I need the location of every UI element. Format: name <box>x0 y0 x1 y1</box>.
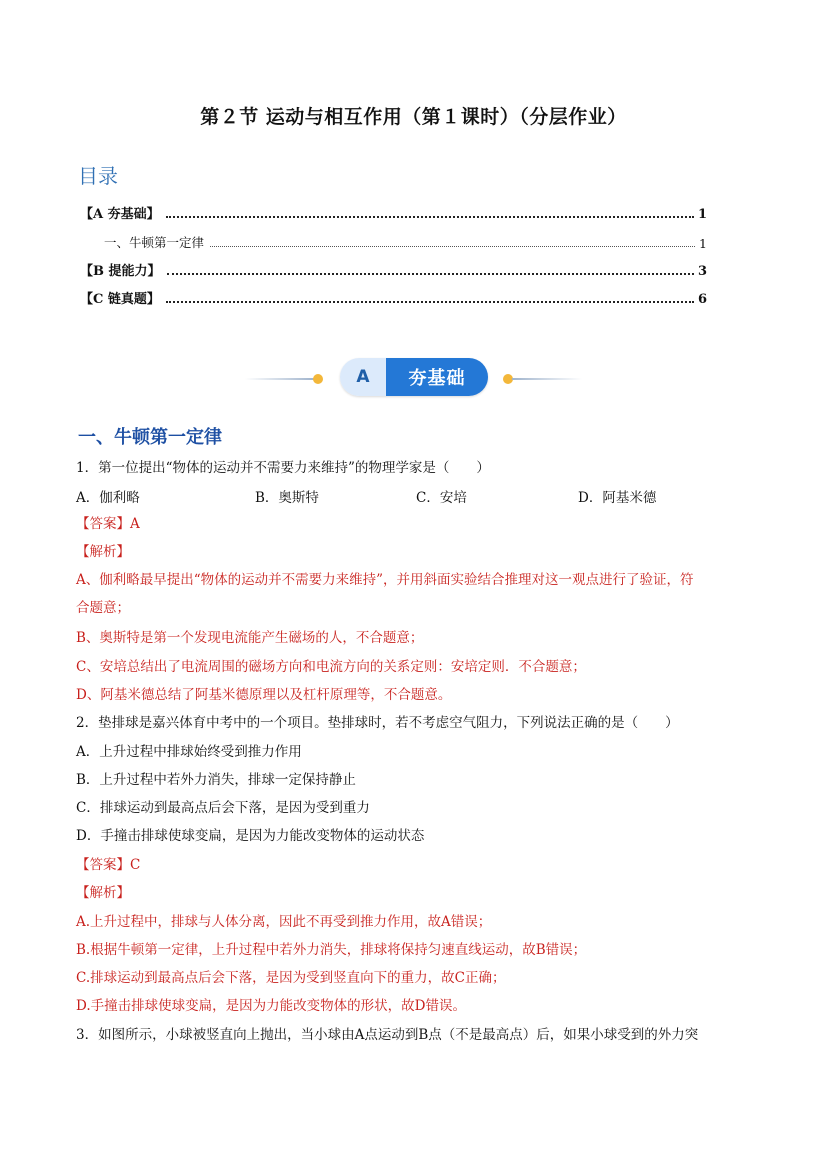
q2-analysis-line: D.手撞击排球使球变扁，是因为力能改变物体的形状，故D错误。 <box>76 998 466 1014</box>
q1-analysis-label: 【解析】 <box>76 544 130 560</box>
q2-analysis-label: 【解析】 <box>76 885 130 901</box>
q2-option-a: A．上升过程中排球始终受到推力作用 <box>76 744 302 760</box>
toc-leader <box>166 301 694 303</box>
q1-stem: 1．第一位提出“物体的运动并不需要力来维持”的物理学家是（ ） <box>76 460 490 476</box>
q1-option-d: D．阿基米德 <box>578 490 657 506</box>
q2-answer: 【答案】C <box>76 857 141 873</box>
q2-option-c: C．排球运动到最高点后会下落，是因为受到重力 <box>76 800 370 816</box>
q2-analysis-line: A.上升过程中，排球与人体分离，因此不再受到推力作用，故A错误； <box>76 914 492 930</box>
toc-entry-newton[interactable] <box>104 231 707 251</box>
q3-stem: 3．如图所示，小球被竖直向上抛出，当小球由A点运动到B点（不是最高点）后，如果小球受到的外力突 <box>76 1027 699 1043</box>
toc-entry-page: 3 <box>697 264 707 279</box>
toc-heading: 目录 <box>78 164 118 188</box>
q2-option-b: B．上升过程中若外力消失，排球一定保持静止 <box>76 772 356 788</box>
q1-analysis-line: C、安培总结出了电流周围的磁场方向和电流方向的关系定则：安培定则．不合题意； <box>76 659 586 675</box>
banner-letter: A <box>340 358 386 396</box>
toc-entry-b[interactable] <box>80 259 707 279</box>
toc-leader <box>166 216 694 218</box>
toc-entry-label: 【A 夯基础】 <box>80 207 160 222</box>
q1-analysis-line: 合题意； <box>76 600 130 616</box>
section-banner-badge <box>340 358 488 396</box>
q1-analysis-line: B、奥斯特是第一个发现电流能产生磁场的人，不合题意； <box>76 630 424 646</box>
toc-entry-page: 1 <box>697 207 707 222</box>
banner-line-left <box>245 378 315 380</box>
toc-entry-label: 【C 链真题】 <box>80 292 160 307</box>
toc-entry-label: 一、牛顿第一定律 <box>104 235 205 250</box>
banner-dot-left <box>313 374 323 384</box>
q1-answer: 【答案】A <box>76 516 140 532</box>
q2-stem: 2．垫排球是嘉兴体育中考中的一个项目。垫排球时，若不考虑空气阻力，下列说法正确的是（ ） <box>76 715 679 731</box>
q1-analysis-line: D、阿基米德总结了阿基米德原理以及杠杆原理等，不合题意。 <box>76 687 452 703</box>
page-title: 第２节 运动与相互作用（第１课时）（分层作业） <box>200 106 627 128</box>
q1-option-c: C．安培 <box>416 490 467 506</box>
toc-entry-page: 6 <box>697 292 707 307</box>
q1-option-a: A．伽利略 <box>76 490 140 506</box>
banner-line-right <box>512 378 582 380</box>
banner-text: 夯基础 <box>386 358 488 396</box>
toc-leader <box>210 246 695 247</box>
toc-entry-c[interactable] <box>80 287 707 307</box>
toc-entry-page: 1 <box>699 236 707 251</box>
q2-analysis-line: C.排球运动到最高点后会下落，是因为受到竖直向下的重力，故C正确； <box>76 970 506 986</box>
q2-option-d: D．手撞击排球使球变扁，是因为力能改变物体的运动状态 <box>76 828 425 844</box>
q2-analysis-line: B.根据牛顿第一定律，上升过程中若外力消失，排球将保持匀速直线运动，故B错误； <box>76 942 587 958</box>
q1-analysis-line: A、伽利略最早提出“物体的运动并不需要力来维持”，并用斜面实验结合推理对这一观点进行了验证，符 <box>76 572 694 588</box>
section-heading: 一、牛顿第一定律 <box>78 427 222 448</box>
toc-leader <box>167 273 694 275</box>
toc-entry-label: 【B 提能力】 <box>80 264 161 279</box>
q1-option-b: B．奥斯特 <box>255 490 319 506</box>
toc-entry-a[interactable] <box>80 202 707 222</box>
